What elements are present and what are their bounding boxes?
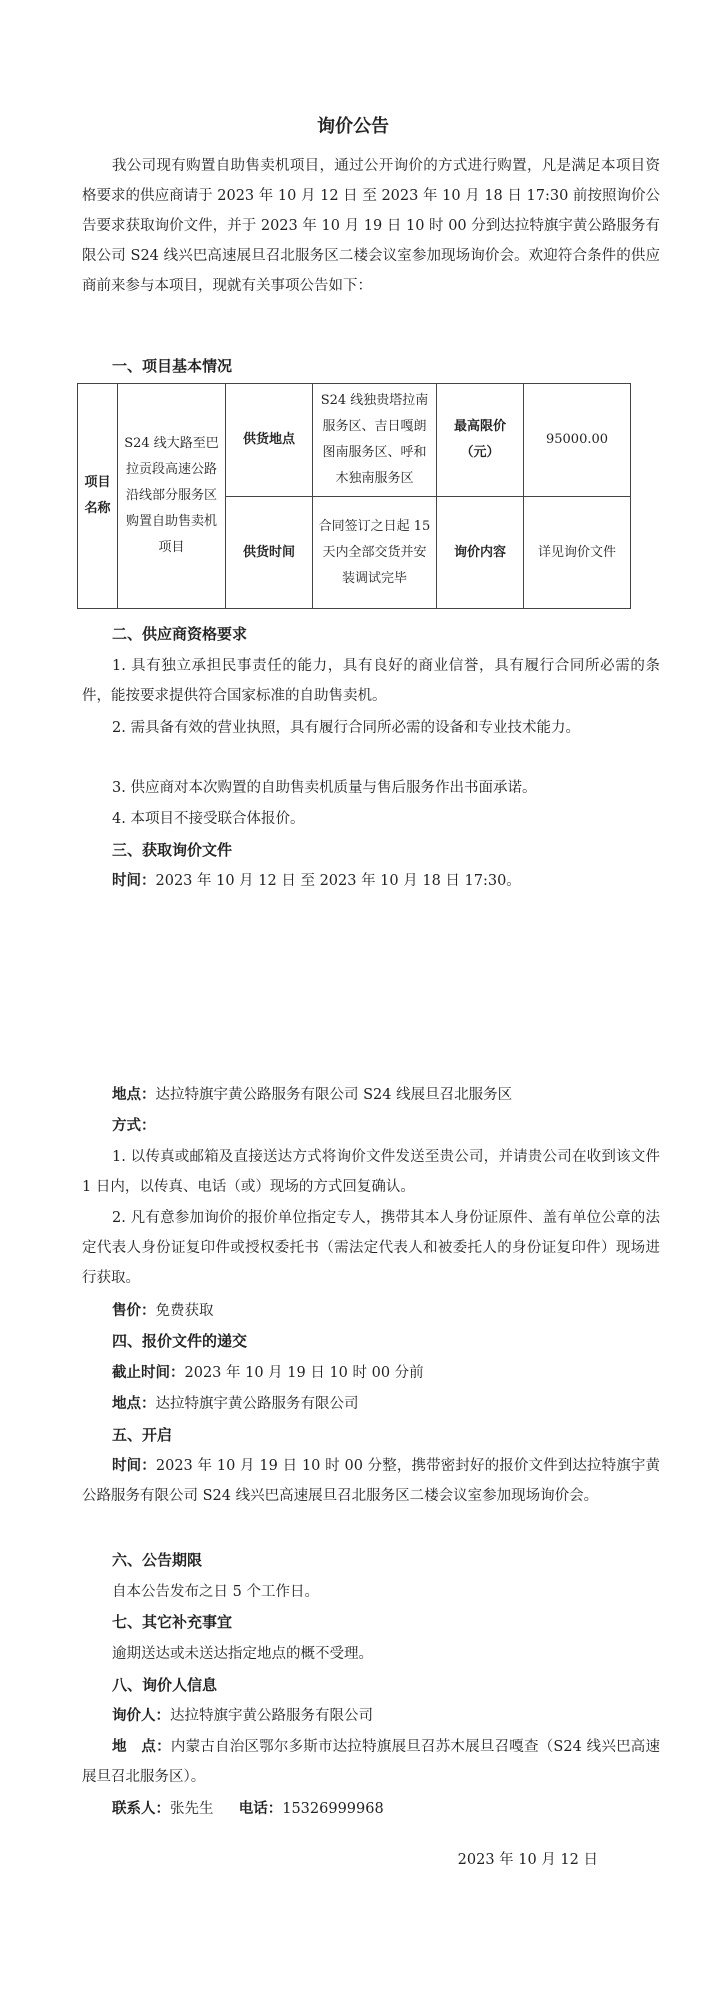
notice-period: 自本公告发布之日 5 个工作日。 <box>112 1584 319 1600</box>
section-5-heading: 五、开启 <box>112 1426 173 1444</box>
page-title: 询价公告 <box>317 116 389 137</box>
qualification-item-3: 3. 供应商对本次购置的自助售卖机质量与售后服务作出书面承诺。 <box>112 780 537 796</box>
submit-place-label: 地点： <box>112 1396 156 1412</box>
obtain-method-label: 方式： <box>112 1118 156 1134</box>
qualification-item-4: 4. 本项目不接受联合体报价。 <box>112 811 305 827</box>
obtain-time <box>82 866 692 896</box>
section-1-heading: 一、项目基本情况 <box>112 357 233 375</box>
inquirer-label: 询价人： <box>112 1708 170 1724</box>
inquirer-address-label: 地 点： <box>112 1739 171 1755</box>
supply-time-label: 供货时间 <box>226 497 313 609</box>
inquiry-content-label: 询价内容 <box>437 497 524 609</box>
supply-place-label: 供货地点 <box>226 384 313 497</box>
submit-deadline-value: 2023 年 10 月 19 日 10 时 00 分前 <box>184 1365 424 1381</box>
contact-label: 联系人： <box>112 1801 170 1817</box>
section-2-heading: 二、供应商资格要求 <box>112 625 248 643</box>
submit-place-value: 达拉特旗宇黄公路服务有限公司 <box>155 1396 359 1412</box>
sale-price-label: 售价： <box>112 1303 156 1319</box>
obtain-method-2: 2. 凡有意参加询价的报价单位指定专人，携带其本人身份证原件、盖有单位公章的法定代表人身份证复印件或授权委托书（需法定代表人和被委托人的身份证复印件）现场进行获取。 <box>82 1210 660 1286</box>
inquirer-address <box>82 1732 660 1792</box>
supplementary-note: 逾期送达或未送达指定地点的概不受理。 <box>112 1646 373 1662</box>
submit-deadline-label: 截止时间： <box>112 1365 185 1381</box>
sale-price-value: 免费获取 <box>155 1303 214 1319</box>
obtain-place-value: 达拉特旗宇黄公路服务有限公司 S24 线展旦召北服务区 <box>155 1087 513 1103</box>
inquirer-value: 达拉特旗宇黄公路服务有限公司 <box>170 1708 373 1724</box>
inquirer-address-value: 内蒙古自治区鄂尔多斯市达拉特旗展旦召苏木展旦召嘎查（S24 线兴巴高速展旦召北服务区）。 <box>82 1739 660 1785</box>
contact-line <box>82 1794 692 1824</box>
section-8-heading: 八、询价人信息 <box>112 1676 218 1694</box>
obtain-time-label: 时间： <box>112 873 156 889</box>
inquirer <box>82 1701 692 1731</box>
section-7-heading: 七、其它补充事宜 <box>112 1613 233 1631</box>
qualification-item-1: 1. 具有独立承担民事责任的能力，具有良好的商业信誉，具有履行合同所必需的条件，能按要求提供符合国家标准的自助售卖机。 <box>82 658 660 704</box>
intro-paragraph: 我公司现有购置自助售卖机项目，通过公开询价的方式进行购置，凡是满足本项目资格要求的供应商请于 2023 年 10 月 12 日 至 2023 年 10 月 18 日 17:30 前按照询价公告要求获取询价文件，并于 2023 年 10 月 19 日 10 时 00 分到达拉特旗宇黄公路服务有限公司 S24 线兴巴高速展旦召北服务区二楼会议室参加现场询价会。欢迎符合条件的供应商前来参与本项目，现就有关事项公告如下： <box>82 158 660 294</box>
submit-deadline <box>82 1358 692 1388</box>
section-4-heading: 四、报价文件的递交 <box>112 1332 248 1350</box>
project-name-value: S24 线大路至巴拉贡段高速公路沿线部分服务区购置自助售卖机项目 <box>118 384 226 609</box>
section-6-heading: 六、公告期限 <box>112 1551 203 1569</box>
obtain-place-label: 地点： <box>112 1087 156 1103</box>
contact-value: 张先生 <box>170 1801 214 1817</box>
opening-time <box>82 1451 660 1511</box>
notice-date: 2023 年 10 月 12 日 <box>457 1852 598 1868</box>
supply-place-value: S24 线独贵塔拉南服务区、吉日嘎朗图南服务区、呼和木独南服务区 <box>313 384 437 497</box>
opening-time-label: 时间： <box>112 1458 156 1474</box>
project-info-table <box>77 383 631 609</box>
section-3-heading: 三、获取询价文件 <box>112 841 233 859</box>
phone-value: 15326999968 <box>282 1801 384 1817</box>
phone-label: 电话： <box>238 1801 283 1817</box>
submit-place <box>82 1389 692 1419</box>
project-name-label: 项目名称 <box>78 384 118 609</box>
supply-time-value: 合同签订之日起 15 天内全部交货并安装调试完毕 <box>313 497 437 609</box>
max-price-label: 最高限价（元） <box>437 384 524 497</box>
opening-time-value: 2023 年 10 月 19 日 10 时 00 分整，携带密封好的报价文件到达拉特旗宇黄公路服务有限公司 S24 线兴巴高速展旦召北服务区二楼会议室参加现场询价会。 <box>82 1458 661 1504</box>
obtain-place <box>82 1080 692 1110</box>
max-price-value: 95000.00 <box>524 384 631 497</box>
obtain-method-1: 1. 以传真或邮箱及直接送达方式将询价文件发送至贵公司，并请贵公司在收到该文件 1 日内，以传真、电话（或）现场的方式回复确认。 <box>82 1149 660 1195</box>
sale-price <box>82 1296 692 1326</box>
obtain-time-value: 2023 年 10 月 12 日 至 2023 年 10 月 18 日 17:30。 <box>155 873 521 889</box>
qualification-item-2: 2. 需具备有效的营业执照，具有履行合同所必需的设备和专业技术能力。 <box>112 720 580 736</box>
inquiry-content-value: 详见询价文件 <box>524 497 631 609</box>
